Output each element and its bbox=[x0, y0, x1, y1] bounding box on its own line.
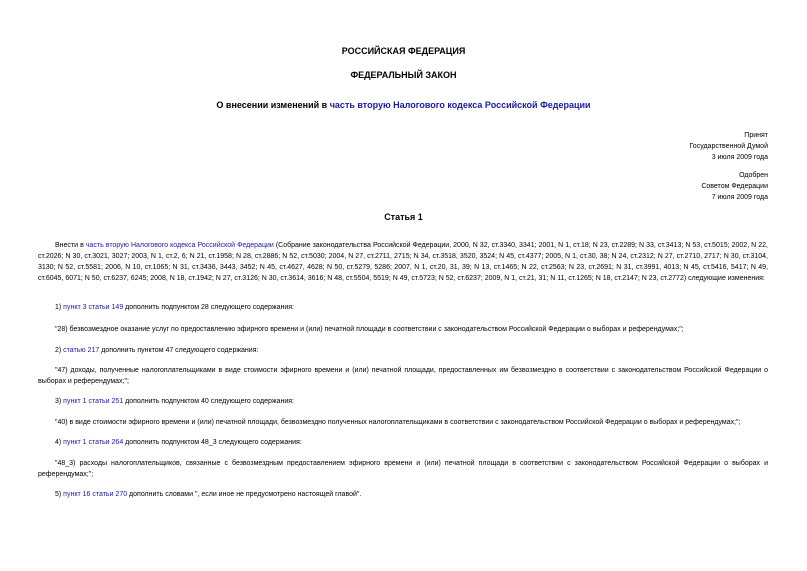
accepted-line: 3 июля 2009 года bbox=[711, 154, 768, 161]
article-link[interactable]: пункт 1 статьи 264 bbox=[63, 439, 124, 446]
tax-code-link[interactable]: часть вторую Налогового кодекса Российской Федерации bbox=[329, 100, 591, 110]
article-link[interactable]: пункт 1 статьи 251 bbox=[63, 398, 124, 405]
country-heading: РОССИЙСКАЯ ФЕДЕРАЦИЯ bbox=[341, 46, 466, 56]
accepted-block bbox=[689, 130, 768, 163]
article-link[interactable]: статью 217 bbox=[63, 347, 100, 354]
amendment-item: 4) пункт 1 статьи 264 дополнить подпунктом 48_3 следующего содержания: bbox=[55, 439, 302, 446]
amendment-item: 1) пункт 3 статьи 149 дополнить подпунктом 28 следующего содержания: bbox=[55, 304, 294, 311]
amendment-quote: "28) безвозмездное оказание услуг по предоставлению эфирного времени и (или) печатной площади в соответствии с законодательством Российской Федерации о выборах и референдумах;"; bbox=[55, 326, 684, 333]
approved-line: Советом Федерации bbox=[701, 183, 768, 190]
article-link[interactable]: пункт 16 статьи 270 bbox=[63, 491, 128, 498]
amendment-item: 3) пункт 1 статьи 251 дополнить подпунктом 40 следующего содержания: bbox=[55, 398, 294, 405]
approved-line: Одобрен bbox=[739, 172, 768, 179]
tax-code-link[interactable]: часть вторую Налогового кодекса Российской Федерации bbox=[85, 242, 274, 249]
amendment-quote: "47) доходы, полученные налогоплательщиками в виде стоимости эфирного времени и (или) печатной площади, предоставленных им безвозмездно в соответствии с законодательством Российской Федерации о выборах и референдумах;"; bbox=[38, 367, 768, 385]
amendment-quote: "40) в виде стоимости эфирного времени и (или) печатной площади, безвозмездно полученных налогоплательщиками в соответствии с законодательством Российской Федерации о выборах и референдумах;"; bbox=[55, 419, 741, 426]
amendment-item: 2) статью 217 дополнить пунктом 47 следующего содержания: bbox=[55, 347, 259, 354]
amendment-quote: "48_3) расходы налогоплательщиков, связанные с безвозмездным предоставлением эфирного времени и (или) печатной площади в соответствии с законодательством Российской Федерации о выборах и референдумах;"; bbox=[38, 460, 768, 478]
article-title: Статья 1 bbox=[384, 212, 423, 222]
approved-line: 7 июля 2009 года bbox=[711, 194, 768, 201]
accepted-line: Принят bbox=[744, 132, 768, 139]
law-type-heading: ФЕДЕРАЛЬНЫЙ ЗАКОН bbox=[350, 70, 457, 80]
approved-block bbox=[701, 170, 768, 203]
accepted-line: Государственной Думой bbox=[689, 143, 768, 150]
law-title-prefix: О внесении изменений в bbox=[216, 100, 330, 110]
amendment-item: 5) пункт 16 статьи 270 дополнить словами ", если иное не предусмотрено настоящей главой". bbox=[55, 491, 362, 498]
law-title bbox=[0, 100, 807, 110]
intro-paragraph: Внести в часть вторую Налогового кодекса Российской Федерации (Собрание законодательства Российской Федерации, 2000, N 32, ст.3340, 3341; 2001, N 1, ст.18; N 23, ст.2289; N 33, ст.3413; N 53, ст.5015; 2002, N 22, ст.2026; N 30, ст.3021, 3027; 2003, N 1, ст.2, 6; N 21, ст.1958; N 28, ст.2886; N 52, ст.5030; 2004, N 27, ст.2711, 2715; N 34, ст.3518, 3520, 3524; N 45, ст.4377; 2005, N 1, ст.30, 38; N 24, ст.2312; N 27, ст.2710, 2717; N 30, ст.3104, 3130; N 52, ст.5581; 2006, N 10, ст.1065; N 31, ст.3436, 3443, 3452; N 45, ст.4627, 4628; N 50, ст.5279, 5286; 2007, N 1, ст.20, 31, 39; N 13, ст.1465; N 22, ст.2563; N 23, ст.2691; N 31, ст.3991, 4013; N 45, ст.5416, 5417; N 49, ст.6045, 6071; N 50, ст.6237, 6245; 2008, N 18, ст.1942; N 27, ст.3126; N 30, ст.3614, 3616; N 48, ст.5504, 5519; N 49, ст.5723; N 52, ст.6237; 2009, N 1, ст.21, 31; N 11, ст.1265; N 18, ст.2147; N 23, ст.2772) следующие изменения: bbox=[38, 242, 768, 282]
article-link[interactable]: пункт 3 статьи 149 bbox=[63, 304, 124, 311]
